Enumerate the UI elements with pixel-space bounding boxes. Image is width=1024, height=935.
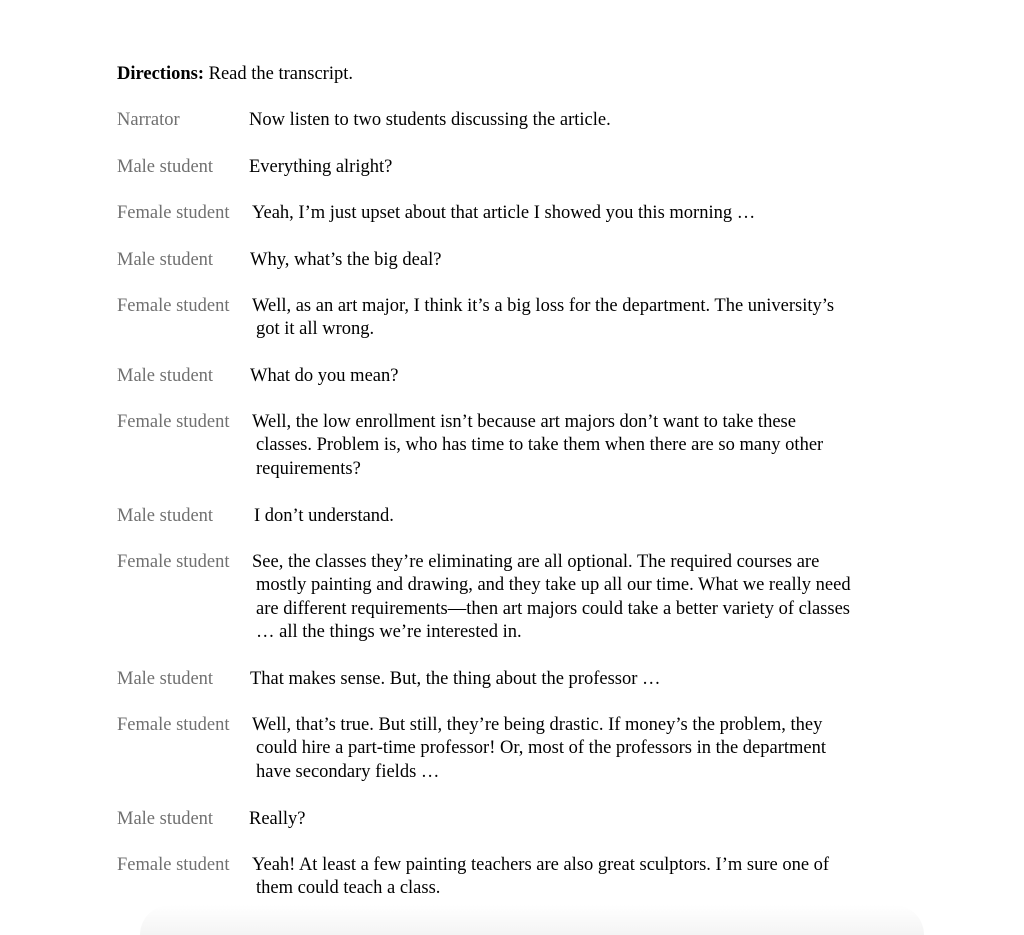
speaker-label: Female student bbox=[117, 203, 230, 223]
speech-line: mostly painting and drawing, and they take up all our time. What we really need bbox=[256, 575, 851, 596]
speech-line: … all the things we’re interested in. bbox=[256, 621, 522, 642]
speaker-label: Narrator bbox=[117, 110, 180, 130]
speech-line: classes. Problem is, who has time to take them when there are so many other bbox=[256, 435, 824, 456]
speech-line: Well, that’s true. But still, they’re being drastic. If money’s the problem, they bbox=[252, 715, 823, 735]
speaker-label: Female student bbox=[117, 552, 230, 572]
speech-line: Yeah! At least a few painting teachers are also great sculptors. I’m sure one of bbox=[252, 855, 830, 875]
speaker-label: Male student bbox=[117, 506, 214, 526]
speaker-label: Male student bbox=[117, 366, 214, 386]
speech-text bbox=[252, 551, 851, 644]
speaker-label: Male student bbox=[117, 250, 214, 270]
speaker-label: Female student bbox=[117, 855, 230, 875]
speech-text bbox=[252, 714, 826, 784]
speech-line: Yeah, I’m just upset about that article I showed you this morning … bbox=[252, 203, 756, 223]
speech-text bbox=[252, 202, 755, 225]
speech-text bbox=[249, 109, 611, 132]
speech-text bbox=[254, 505, 394, 528]
speech-line: See, the classes they’re eliminating are all optional. The required courses are bbox=[252, 552, 820, 572]
speech-text bbox=[250, 668, 661, 691]
speech-line: Well, as an art major, I think it’s a big loss for the department. The university’s bbox=[252, 296, 835, 316]
speaker-label: Male student bbox=[117, 157, 214, 177]
page-edge-shadow bbox=[140, 905, 924, 935]
speaker-label: Female student bbox=[117, 412, 230, 432]
speech-line: got it all wrong. bbox=[256, 319, 375, 340]
speech-text bbox=[252, 295, 834, 342]
speech-line: have secondary fields … bbox=[256, 761, 440, 782]
speech-text bbox=[252, 854, 829, 901]
speech-text bbox=[252, 411, 823, 481]
speech-line: are different requirements—then art majors could take a better variety of classes bbox=[256, 598, 850, 619]
speaker-label: Male student bbox=[117, 669, 214, 689]
directions-label: Directions: bbox=[117, 64, 204, 84]
speech-line: Everything alright? bbox=[249, 157, 393, 177]
speaker-label: Male student bbox=[117, 809, 214, 829]
speaker-label: Female student bbox=[117, 296, 230, 316]
speech-text bbox=[250, 249, 441, 272]
speech-text bbox=[250, 365, 398, 388]
speech-line: I don’t understand. bbox=[254, 506, 394, 526]
speech-line: could hire a part-time professor! Or, most of the professors in the department bbox=[256, 738, 827, 759]
directions-text: Read the transcript. bbox=[204, 64, 353, 84]
speech-line: Well, the low enrollment isn’t because art majors don’t want to take these bbox=[252, 412, 796, 432]
speech-text bbox=[249, 808, 306, 831]
speech-line: Why, what’s the big deal? bbox=[250, 250, 442, 270]
speaker-label: Female student bbox=[117, 715, 230, 735]
speech-line: them could teach a class. bbox=[256, 878, 441, 899]
speech-line: requirements? bbox=[256, 458, 361, 479]
speech-line: What do you mean? bbox=[250, 366, 399, 386]
speech-text bbox=[249, 156, 392, 179]
speech-line: Really? bbox=[249, 809, 306, 829]
directions bbox=[117, 62, 353, 86]
speech-line: That makes sense. But, the thing about the professor … bbox=[250, 669, 661, 689]
speech-line: Now listen to two students discussing the article. bbox=[249, 110, 611, 130]
